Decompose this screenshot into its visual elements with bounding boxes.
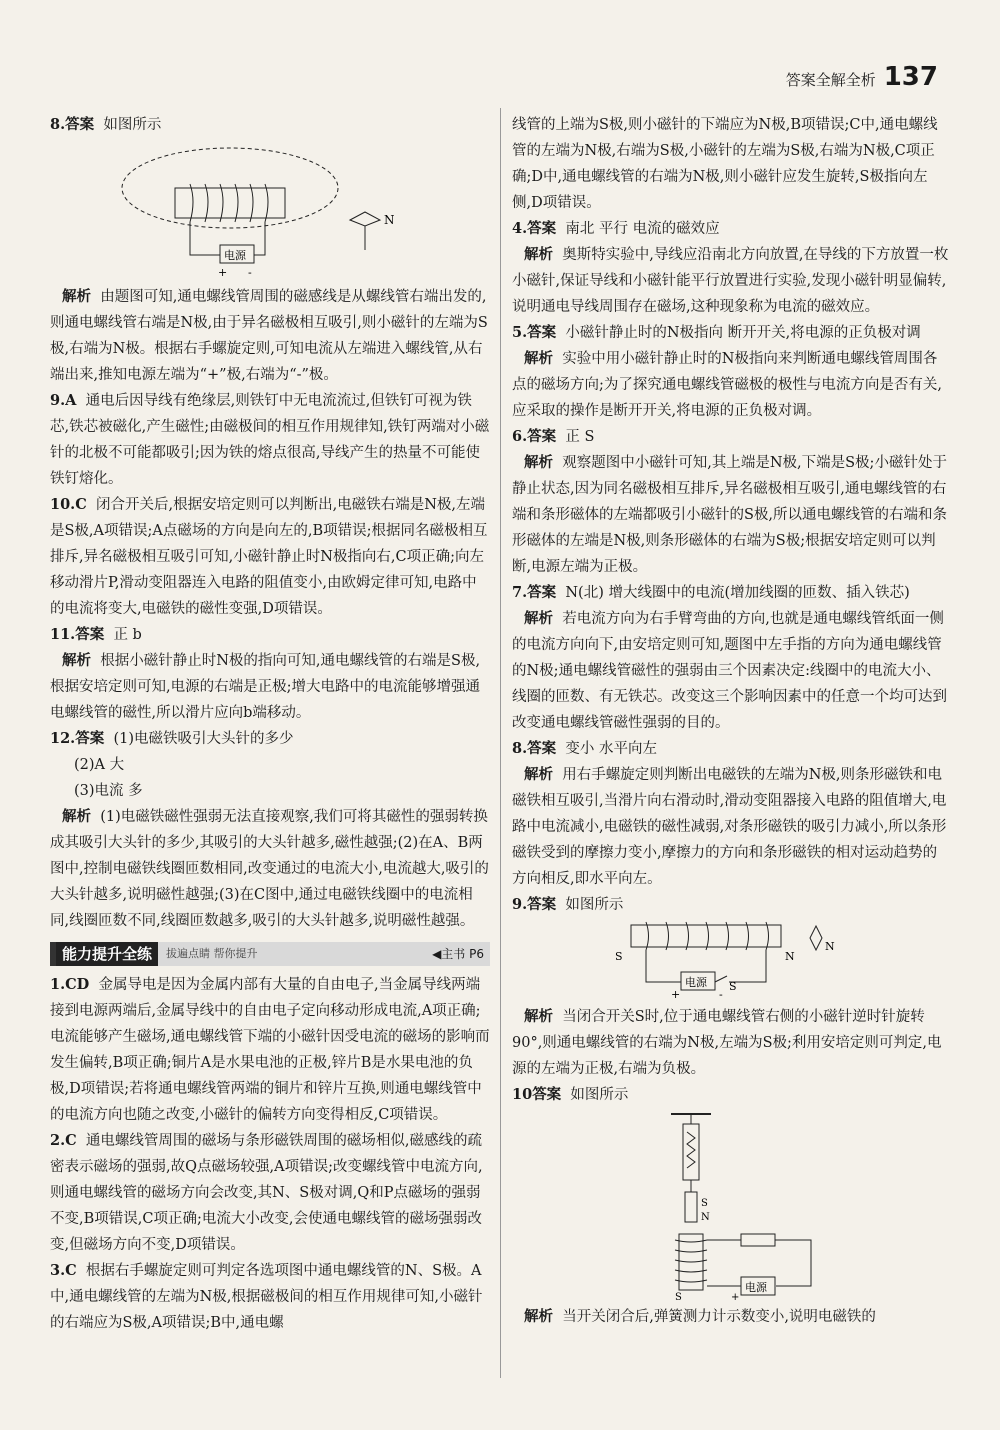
question-number: 9.: [512, 896, 528, 913]
answer-label: 答案: [527, 324, 557, 341]
explanation-label: 解析: [524, 766, 553, 783]
compass-needle-icon: [350, 212, 380, 226]
question-number: 3.C: [50, 1262, 77, 1279]
answer-text: 南北 平行 电流的磁效应: [565, 221, 720, 237]
minus-sign: -: [248, 266, 252, 279]
solenoid-figure-9: [611, 920, 851, 1000]
question-number: 4.: [512, 220, 528, 237]
answer-text: N(北) 增大线圈中的电流(增加线圈的匝数、插入铁芯): [565, 585, 910, 601]
answer-text: 金属导电是因为金属内部有大量的自由电子,当金属导线两端接到电源两端后,金属导线中的自由电子定向移动形成电流,A项正确;电流能够产生磁场,通电螺线管下端的小磁针因受电流的磁场的影响而发生偏转,B项正确;铜片A是水果电池的正极,锌片B是水果电池的负极,D项错误;若将通电螺线管两端的铜片和锌片互换,则通电螺线管中的电流方向也随之改变,小磁针的偏转方向变得相反,C项错误。: [50, 977, 490, 1123]
explanation-text: 实验中用小磁针静止时的N极指向来判断通电螺线管周围各点的磁场方向;为了探究通电螺线管磁极的极性与电流方向是否有关,应采取的操作是断开开关,将电源的正负极对调。: [512, 351, 942, 419]
power-label: 电源: [745, 1281, 767, 1294]
header-label: 答案全解全析: [785, 71, 876, 89]
question-11: [50, 622, 490, 648]
explanation-label: 解析: [524, 1308, 553, 1325]
explanation-12: [50, 804, 490, 934]
question-number: 10: [512, 1086, 533, 1103]
solenoid-s-label: S: [615, 950, 623, 963]
explanation-label: 解析: [524, 454, 553, 471]
explanation-9: [512, 1004, 950, 1082]
question-number: 9.A: [50, 392, 77, 409]
explanation-label: 解析: [524, 1008, 553, 1025]
section-subtitle: 拔遍点睛 帮你提升: [166, 947, 258, 960]
section-question-1: [50, 972, 490, 1128]
rheostat-icon: [741, 1234, 775, 1246]
explanation-7: [512, 606, 950, 736]
solenoid-figure-8: [120, 140, 420, 280]
question-9: [50, 388, 490, 492]
answer-text: 如图所示: [565, 897, 624, 913]
right-column: [512, 112, 950, 1330]
section-question-3: [50, 1258, 490, 1336]
answer-text: (2)A 大: [74, 757, 125, 773]
answer-label: 答案: [532, 1086, 562, 1103]
question-number: 12.: [50, 730, 76, 747]
electromagnet-figure-10: [631, 1110, 831, 1300]
explanation-11: [50, 648, 490, 726]
answer-text: (1)电磁铁吸引大头针的多少: [113, 731, 294, 747]
explanation-5: [512, 346, 950, 424]
compass-n-label: N: [825, 940, 835, 953]
section-title: 能力提升全练: [56, 942, 158, 966]
question-number: 11.: [50, 626, 76, 643]
answer-text: 闭合开关后,根据安培定则可以判断出,电磁铁右端是N极,左端是S极,A项错误;A点磁场的方向是向左的,B项错误;根据同名磁极相互排斥,异名磁极相互吸引可知,小磁针静止时N极指向右,C项正确;向左移动滑片P,滑动变阻器连入电路的阻值变小,由欧姆定律可知,电路中的电流将变大,电磁铁的磁性变强,D项错误。: [50, 497, 488, 617]
question-8: [50, 112, 490, 138]
explanation-10: [512, 1304, 950, 1330]
section-question-7: [512, 580, 950, 606]
explanation-text: 当开关闭合后,弹簧测力计示数变小,说明电磁铁的: [562, 1309, 876, 1325]
question-number: 7.: [512, 584, 528, 601]
column-divider: [500, 108, 501, 1378]
answer-label: 答案: [527, 584, 557, 601]
question-number: 2.C: [50, 1132, 77, 1149]
answer-text: 正 b: [113, 627, 142, 643]
answer-label: 答案: [75, 730, 105, 747]
answer-label: 答案: [65, 116, 95, 133]
plus-sign: +: [671, 988, 681, 1000]
explanation-text: 由题图可知,通电螺线管周围的磁感线是从螺线管右端出发的,则通电螺线管右端是N极,由于异名磁极相互吸引,则小磁针的左端为S极,右端为N极。根据右手螺旋定则,可知电流从左端进入螺线管,从右端出来,推知电源左端为“+”极,右端为“-”极。: [50, 289, 488, 383]
question-number: 10.C: [50, 496, 87, 513]
explanation-label: 解析: [524, 246, 553, 263]
section-question-8: [512, 736, 950, 762]
section-question-9: [512, 892, 950, 918]
explanation-text: 观察题图中小磁针可知,其上端是N极,下端是S极;小磁针处于静止状态,因为同名磁极相互排斥,异名磁极相互吸引,通电螺线管的右端和条形磁体的左端都吸引小磁针的S极,所以通电螺线管的右端和条形磁体的左端是N极,则条形磁体的右端为S极;根据安培定则可以判断,电源左端为正极。: [512, 455, 948, 575]
answer-label: 答案: [527, 220, 557, 237]
answer-label: 答案: [75, 626, 105, 643]
question-number: 5.: [512, 324, 528, 341]
question-number: 1.CD: [50, 976, 90, 993]
question-10: [50, 492, 490, 622]
answer-text: 变小 水平向左: [565, 741, 657, 757]
explanation-label: 解析: [62, 652, 91, 669]
explanation-text: 当闭合开关S时,位于通电螺线管右侧的小磁针逆时针旋转90°,则通电螺线管的右端为N极,左端为S极;利用安培定则可判定,电源的左端为正极,右端为负极。: [512, 1009, 942, 1077]
explanation-text: 奥斯特实验中,导线应沿南北方向放置,在导线的下方放置一枚小磁针,保证导线和小磁针能平行放置进行实验,发现小磁针明显偏转,说明通电导线周围存在磁场,这种现象称为电流的磁效应。: [512, 247, 949, 315]
solenoid-core: [631, 925, 781, 947]
wire-right: [729, 950, 766, 982]
answer-text: 如图所示: [570, 1087, 629, 1103]
answer-text: (3)电流 多: [74, 783, 143, 799]
section-question-2: [50, 1128, 490, 1258]
explanation-6: [512, 450, 950, 580]
explanation-label: 解析: [524, 350, 553, 367]
answer-text: 小磁针静止时的N极指向 断开开关,将电源的正负极对调: [565, 325, 921, 341]
switch-label: S: [729, 980, 737, 993]
answer-text: 根据右手螺旋定则可判定各选项图中通电螺线管的N、S极。A中,通电螺线管的左端为N极,根据磁极间的相互作用规律可知,小磁针的右端应为S极,A项错误;B中,通电螺: [50, 1263, 483, 1331]
answer-label: 答案: [527, 896, 557, 913]
bar-magnet: [685, 1192, 697, 1222]
explanation-8r: [512, 762, 950, 892]
power-label: 电源: [224, 249, 246, 262]
magnet-s-label: S: [701, 1198, 708, 1209]
question-3-continued: 线管的上端为S极,则小磁针的下端应为N极,B项错误;C中,通电螺线管的左端为N极,右端为S极,小磁针的左端为S极,右端为N极,C项正确;D中,通电螺线管的右端为N极,则小磁针应发生旋转,S极指向左侧,D项错误。: [512, 117, 938, 211]
section-question-5: [512, 320, 950, 346]
power-label: 电源: [685, 976, 707, 989]
section-header: [50, 942, 490, 966]
left-column: [50, 112, 490, 1336]
section-question-4: [512, 216, 950, 242]
explanation-label: 解析: [524, 610, 553, 627]
explanation-4: [512, 242, 950, 320]
section-question-10: [512, 1082, 950, 1108]
answer-text: 正 S: [565, 429, 595, 445]
spring-scale-icon: [683, 1124, 699, 1180]
wire-left: [646, 950, 681, 982]
question-number: 8.: [50, 116, 66, 133]
question-12: [50, 726, 490, 752]
question-number: 8.: [512, 740, 528, 757]
explanation-text: 若电流方向为右手臂弯曲的方向,也就是通电螺线管纸面一侧的电流方向向下,由安培定则可知,题图中左手指的方向为通电螺线管的N极;通电螺线管磁性的强弱由三个因素决定:线圈中的电流大小、线圈的匝数、有无铁芯。改变这三个影响因素中的任意一个均可达到改变通电螺线管磁性强弱的目的。: [512, 611, 947, 731]
section-ref: ◀主书 P6: [432, 947, 484, 961]
explanation-text: 用右手螺旋定则判断出电磁铁的左端为N极,则条形磁铁和电磁铁相互吸引,当滑片向右滑动时,滑动变阻器接入电路的阻值增大,电路中电流减小,电磁铁的磁性减弱,对条形磁铁的吸引力减小,所以条形磁铁受到的摩擦力变小,摩擦力的方向和条形磁铁的相对运动趋势的方向相反,即水平向左。: [512, 767, 947, 887]
compass-needle-icon: [810, 926, 822, 950]
plus-sign: +: [218, 266, 228, 279]
answer-label: 答案: [527, 428, 557, 445]
question-number: 6.: [512, 428, 528, 445]
switch-icon: [715, 976, 727, 982]
wire-right: [775, 1240, 811, 1286]
answer-text: 通电螺线管周围的磁场与条形磁铁周围的磁场相似,磁感线的疏密表示磁场的强弱,故Q点磁场较强,A项错误;改变螺线管中电流方向,则通电螺线管的磁场方向会改变,其N、S极对调,Q和P点磁场的强弱不变,B项错误,C项正确;电流大小改变,会使通电螺线管的磁场强弱改变,但磁场方向不变,D项错误。: [50, 1133, 483, 1253]
answer-text: 通电后因导线有绝缘层,则铁钉中无电流流过,但铁钉可视为铁芯,铁芯被磁化,产生磁性;由磁极间的相互作用规律知,铁钉两端对小磁针的北极不可能都吸引;因为铁的熔点很高,导线产生的热量不可能使铁钉熔化。: [50, 393, 490, 487]
page-header: [786, 62, 938, 92]
minus-sign: -: [719, 988, 723, 1000]
explanation-label: 解析: [62, 288, 91, 305]
answer-label: 答案: [527, 740, 557, 757]
solenoid-n-label: N: [785, 950, 795, 963]
answer-text: 如图所示: [103, 117, 162, 133]
explanation-text: (1)电磁铁磁性强弱无法直接观察,我们可将其磁性的强弱转换成其吸引大头针的多少,其吸引的大头针越多,磁性越强;(2)在A、B两图中,控制电磁铁线圈匝数相同,改变通过的电流大小,电流越大,吸引的大头针越多,说明磁性越强;(3)在C图中,通过电磁铁线圈中的电流相同,线圈匝数不同,线圈匝数越多,吸引的大头针越多,说明磁性越强。: [50, 809, 489, 929]
core-s-label: S: [675, 1292, 682, 1300]
magnet-n-label: N: [701, 1212, 710, 1223]
plus-sign: +: [731, 1292, 740, 1300]
compass-n-label: N: [384, 213, 395, 227]
explanation-8: [50, 284, 490, 388]
explanation-text: 根据小磁针静止时N极的指向可知,通电螺线管的右端是S极,根据安培定则可知,电源的右端是正极;增大电路中的电流能够增强通电螺线管的磁性,所以滑片应向b端移动。: [50, 653, 481, 721]
explanation-label: 解析: [62, 808, 91, 825]
section-question-6: [512, 424, 950, 450]
page-number: 137: [883, 62, 938, 92]
